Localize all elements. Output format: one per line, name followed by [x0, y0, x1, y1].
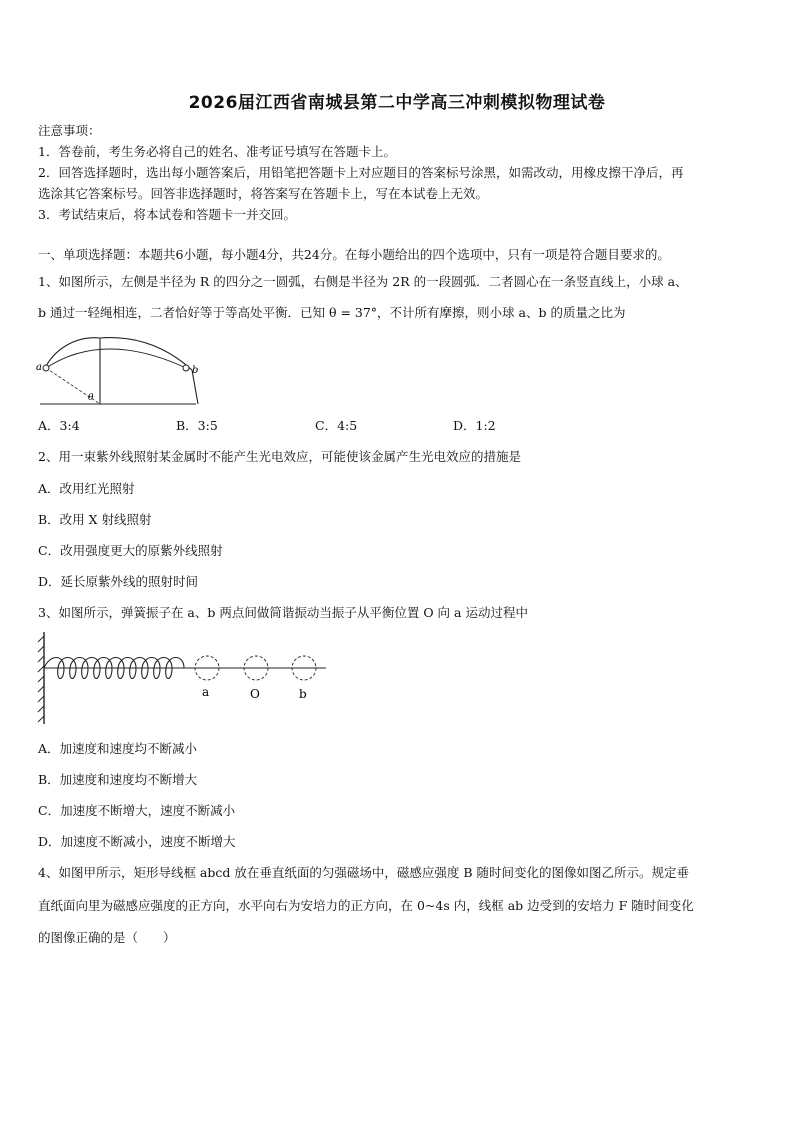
- question-4-stem: 4、如图甲所示，矩形导线框 abcd 放在垂直纸面的匀强磁场中，磁感应强度 B 随时间变化的图像如图乙所示。规定垂: [38, 865, 689, 880]
- question-1-stem: b 通过一轻绳相连，二者恰好等于等高处平衡．已知 θ = 37°，不计所有摩擦，则小球 a、b 的质量之比为: [38, 305, 626, 320]
- option-d[interactable]: D．1:2: [453, 418, 496, 433]
- question-3-figure: [34, 628, 334, 728]
- question-1-stem: 1、如图所示，左侧是半径为 R 的四分之一圆弧，右侧是半径为 2R 的一段圆弧．二者圆心在一条竖直线上，小球 a、: [38, 274, 688, 289]
- option-a[interactable]: A．加速度和速度均不断减小: [38, 741, 198, 756]
- question-4-stem: 直纸面向里为磁感应强度的正方向，水平向右为安培力的正方向，在 0~4s 内，线框 ab 边受到的安培力 F 随时间变化: [38, 898, 694, 913]
- note-item: 3．考试结束后，将本试卷和答题卡一并交回。: [38, 207, 296, 222]
- note-item: 1．答卷前，考生务必将自己的姓名、准考证号填写在答题卡上。: [38, 144, 396, 159]
- option-a[interactable]: A．改用红光照射: [38, 481, 135, 496]
- notes-heading: 注意事项：: [38, 123, 101, 138]
- figure-label-theta: θ: [88, 393, 94, 403]
- figure-label-b: b: [299, 687, 307, 701]
- question-1-figure: [34, 330, 204, 408]
- option-b[interactable]: B．改用 X 射线照射: [38, 512, 152, 527]
- option-c[interactable]: C．4:5: [315, 418, 358, 433]
- note-item: 2．回答选择题时，选出每小题答案后，用铅笔把答题卡上对应题目的答案标号涂黑，如需改动，用橡皮擦干净后，再: [38, 165, 684, 180]
- option-d[interactable]: D．加速度不断减小，速度不断增大: [38, 834, 236, 849]
- figure-label-a: a: [202, 685, 210, 699]
- figure-label-b: b: [192, 365, 199, 376]
- option-a[interactable]: A．3:4: [38, 418, 80, 433]
- option-c[interactable]: C．改用强度更大的原紫外线照射: [38, 543, 223, 558]
- section-heading: 一、单项选择题：本题共6小题，每小题4分，共24分。在每小题给出的四个选项中，只有一项是符合题目要求的。: [38, 247, 670, 262]
- option-c[interactable]: C．加速度不断增大，速度不断减小: [38, 803, 236, 818]
- question-3-stem: 3、如图所示，弹簧振子在 a、b 两点间做简谐振动当振子从平衡位置 O 向 a 运动过程中: [38, 605, 528, 620]
- figure-label-o: O: [250, 687, 260, 701]
- figure-label-a: a: [36, 362, 42, 373]
- option-b[interactable]: B．3:5: [176, 418, 218, 433]
- note-item: 选涂其它答案标号。回答非选择题时，将答案写在答题卡上，写在本试卷上无效。: [38, 186, 489, 201]
- option-b[interactable]: B．加速度和速度均不断增大: [38, 772, 198, 787]
- option-d[interactable]: D．延长原紫外线的照射时间: [38, 574, 199, 589]
- page-title: 2026届江西省南城县第二中学高三冲刺模拟物理试卷: [188, 93, 606, 113]
- question-4-stem: 的图像正确的是（ ）: [38, 930, 176, 945]
- question-2-stem: 2、用一束紫外线照射某金属时不能产生光电效应，可能使该金属产生光电效应的措施是: [38, 449, 521, 464]
